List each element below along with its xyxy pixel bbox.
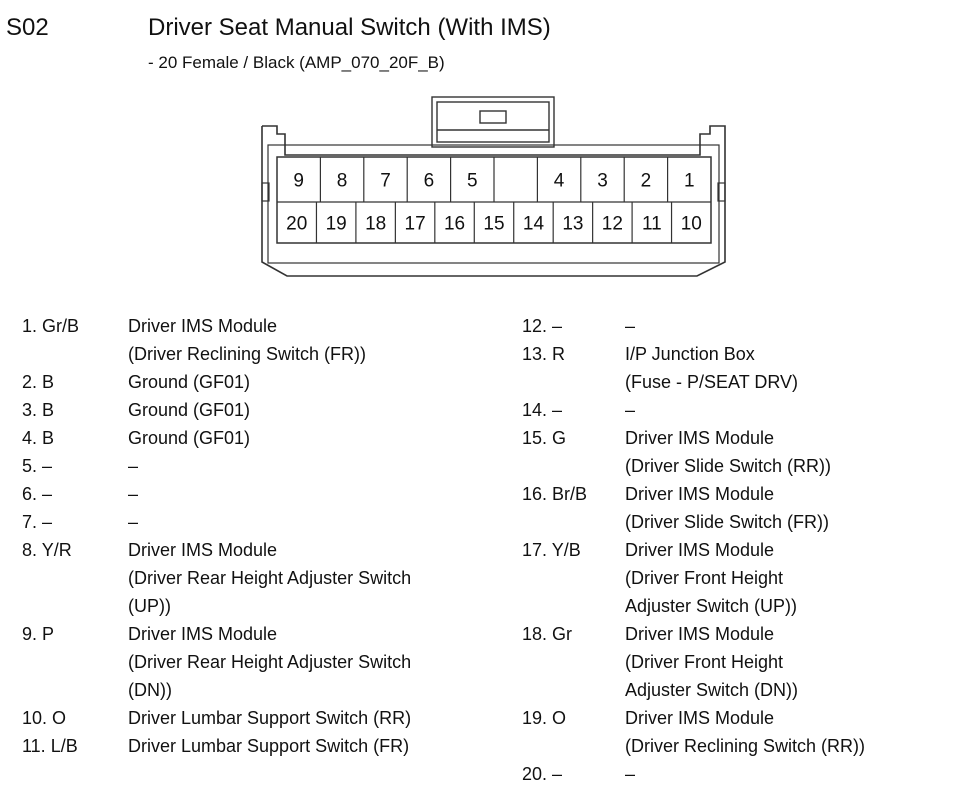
pin-description	[128, 424, 250, 452]
pin-number: 12. –	[522, 316, 563, 336]
pin-description-line: Driver IMS Module	[625, 428, 775, 448]
pin-description-line: (UP))	[128, 596, 171, 616]
locking-latch	[432, 97, 554, 147]
pin-13-label: 13	[562, 213, 584, 235]
pin-description-line: (DN))	[128, 680, 172, 700]
connector-top-row	[293, 157, 694, 202]
pin-9-label: 9	[293, 170, 304, 192]
pin-description-line: –	[625, 400, 636, 420]
pin-3-label: 3	[597, 170, 608, 192]
pin-1-label: 1	[684, 170, 695, 192]
pin-number: 10. O	[22, 708, 67, 728]
pin-4-label: 4	[553, 170, 565, 192]
pin-description	[625, 536, 797, 620]
pin-description-line: –	[625, 764, 636, 784]
connector-diagram	[0, 0, 955, 290]
pin-list-left	[22, 312, 411, 760]
pin-number: 4. B	[22, 428, 55, 448]
pin-number: 15. G	[522, 428, 567, 448]
pin-18-label: 18	[365, 213, 387, 235]
pin-description	[128, 368, 250, 396]
pin-number: 6. –	[22, 484, 53, 504]
pin-entry	[22, 396, 411, 424]
pin-14-label: 14	[522, 213, 545, 235]
pin-19-label: 19	[325, 213, 347, 235]
pin-description	[128, 620, 411, 704]
connector-code: S02	[6, 14, 49, 41]
pin-17-label: 17	[404, 213, 426, 235]
pin-5-label: 5	[467, 170, 478, 192]
pin-entry	[22, 368, 411, 396]
pin-description	[625, 480, 829, 536]
pin-description-line: Driver IMS Module	[128, 316, 278, 336]
pin-entry	[522, 704, 865, 760]
pin-description	[625, 620, 798, 704]
pin-8-label: 8	[336, 170, 348, 192]
pin-7-label: 7	[380, 170, 391, 192]
pin-number: 1. Gr/B	[22, 316, 80, 336]
pin-number: 7. –	[22, 512, 53, 532]
pin-entry	[22, 452, 411, 480]
pin-description-line: Driver IMS Module	[625, 708, 775, 728]
pin-entry	[22, 620, 411, 704]
pin-number: 17. Y/B	[522, 540, 581, 560]
pin-20-label: 20	[286, 213, 308, 235]
pin-entry	[522, 480, 865, 536]
pin-number: 20. –	[522, 764, 563, 784]
pin-description-line: –	[128, 484, 139, 504]
pin-description	[625, 760, 635, 788]
pin-description-line: Driver IMS Module	[625, 624, 775, 644]
pin-list-right	[522, 312, 865, 788]
pin-description-line: Ground (GF01)	[128, 400, 251, 420]
pin-entry	[522, 536, 865, 620]
pin-description-line: Driver Lumbar Support Switch (RR)	[128, 708, 412, 728]
pin-description	[128, 704, 411, 732]
pin-description	[625, 396, 635, 424]
pin-entry	[22, 508, 411, 536]
pin-entry	[22, 704, 411, 732]
pin-12-label: 12	[601, 213, 623, 235]
pin-description-line: (Driver Slide Switch (FR))	[625, 512, 830, 532]
pin-number: 18. Gr	[522, 624, 573, 644]
pin-description-line: I/P Junction Box	[625, 344, 755, 364]
connector-title: Driver Seat Manual Switch (With IMS)	[148, 14, 551, 41]
pin-description	[128, 480, 138, 508]
pin-11-label: 11	[641, 213, 662, 235]
pin-6-label: 6	[423, 170, 435, 192]
pin-description	[128, 536, 411, 620]
pin-entry	[522, 340, 865, 396]
pin-description	[128, 508, 138, 536]
pin-entry	[22, 312, 411, 368]
connector-subtitle: - 20 Female / Black (AMP_070_20F_B)	[148, 53, 445, 72]
pin-description	[128, 732, 409, 760]
pin-description-line: Ground (GF01)	[128, 428, 251, 448]
pin-entry	[522, 396, 865, 424]
pin-description	[625, 424, 831, 480]
pin-entry	[22, 424, 411, 452]
pin-entry	[522, 312, 865, 340]
pin-number: 2. B	[22, 372, 55, 392]
pin-description	[625, 704, 865, 760]
pin-number: 19. O	[522, 708, 567, 728]
pin-description-line: (Driver Slide Switch (RR))	[625, 456, 832, 476]
pin-description-line: (Fuse - P/SEAT DRV)	[625, 372, 799, 392]
pin-number: 5. –	[22, 456, 53, 476]
pin-entry	[522, 424, 865, 480]
pin-entry	[22, 536, 411, 620]
pin-number: 14. –	[522, 400, 563, 420]
pin-number: 16. Br/B	[522, 484, 588, 504]
pin-description-line: –	[128, 456, 139, 476]
pin-description	[625, 340, 798, 396]
pin-description-line: Adjuster Switch (UP))	[625, 596, 798, 616]
pin-description-line: Ground (GF01)	[128, 372, 251, 392]
pin-description-line: Adjuster Switch (DN))	[625, 680, 799, 700]
pin-description-line: (Driver Reclining Switch (RR))	[625, 736, 866, 756]
pin-description-line: (Driver Reclining Switch (FR))	[128, 344, 367, 364]
pin-description-line: Driver IMS Module	[128, 540, 278, 560]
pin-number: 11. L/B	[22, 736, 78, 756]
pin-description-line: –	[128, 512, 139, 532]
pin-number: 9. P	[22, 624, 55, 644]
pin-description-line: Driver IMS Module	[625, 484, 775, 504]
pin-entry	[522, 620, 865, 704]
pin-description-line: (Driver Front Height	[625, 568, 784, 588]
pin-number: 3. B	[22, 400, 55, 420]
pin-description-line: Driver IMS Module	[128, 624, 278, 644]
pin-description	[625, 312, 635, 340]
pin-description	[128, 396, 250, 424]
pin-15-label: 15	[483, 213, 505, 235]
pin-description	[128, 452, 138, 480]
pin-description-line: (Driver Rear Height Adjuster Switch	[128, 652, 412, 672]
pin-10-label: 10	[680, 213, 702, 235]
pin-description-line: (Driver Rear Height Adjuster Switch	[128, 568, 412, 588]
connector-bottom-row	[286, 202, 702, 243]
pin-description-line: –	[625, 316, 636, 336]
pin-entry	[22, 732, 411, 760]
pin-number: 13. R	[522, 344, 566, 364]
pin-description	[128, 312, 366, 368]
pin-description-line: (Driver Front Height	[625, 652, 784, 672]
pin-entry	[522, 760, 865, 788]
pin-description-line: Driver IMS Module	[625, 540, 775, 560]
pin-description-line: Driver Lumbar Support Switch (FR)	[128, 736, 410, 756]
pin-number: 8. Y/R	[22, 540, 72, 560]
pin-2-label: 2	[640, 170, 652, 192]
pin-16-label: 16	[443, 213, 466, 235]
pin-entry	[22, 480, 411, 508]
